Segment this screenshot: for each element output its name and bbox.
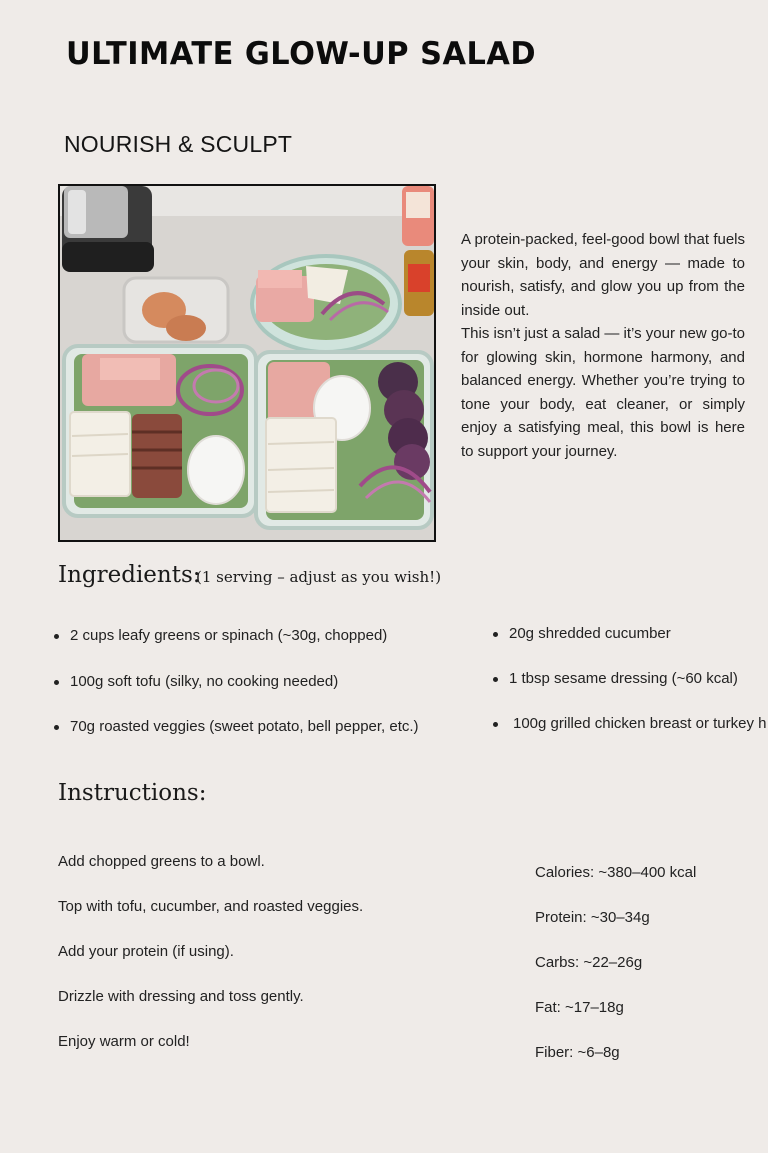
instruction-step: Add chopped greens to a bowl. bbox=[58, 853, 265, 870]
ingredients-heading: Ingredients: bbox=[58, 562, 201, 588]
list-item: 100g soft tofu (silky, no cooking needed) bbox=[54, 671, 338, 693]
list-item: 2 cups leafy greens or spinach (~30g, chopped) bbox=[54, 625, 387, 647]
list-item: 100g grilled chicken breast or turkey h bbox=[493, 713, 768, 735]
nutrition-carbs: Carbs: ~22–26g bbox=[535, 954, 643, 971]
salad-photo-illustration bbox=[60, 186, 434, 540]
instruction-step: Top with tofu, cucumber, and roasted veggies. bbox=[58, 898, 364, 915]
ingredients-serving-note: (1 serving – adjust as you wish!) bbox=[196, 568, 442, 586]
page-subtitle: NOURISH & SCULPT bbox=[64, 131, 293, 157]
list-item: 70g roasted veggies (sweet potato, bell pepper, etc.) bbox=[54, 716, 426, 738]
instruction-step: Enjoy warm or cold! bbox=[58, 1033, 190, 1050]
nutrition-protein: Protein: ~30–34g bbox=[535, 909, 650, 926]
nutrition-fiber: Fiber: ~6–8g bbox=[535, 1044, 620, 1061]
intro-paragraph-1: A protein-packed, feel-good bowl that fuels your skin, body, and energy — made to nourish, satisfy, and glow you up from the inside out. bbox=[461, 231, 745, 319]
list-item: 20g shredded cucumber bbox=[493, 623, 671, 645]
instruction-step: Drizzle with dressing and toss gently. bbox=[58, 988, 304, 1005]
instruction-step: Add your protein (if using). bbox=[58, 943, 234, 960]
nutrition-calories: Calories: ~380–400 kcal bbox=[535, 864, 697, 881]
salad-photo bbox=[58, 184, 436, 542]
nutrition-fat: Fat: ~17–18g bbox=[535, 999, 624, 1016]
page-title: ULTIMATE GLOW-UP SALAD bbox=[66, 36, 537, 72]
instructions-heading: Instructions: bbox=[58, 780, 207, 806]
intro-paragraph-2: This isn’t just a salad — it’s your new go-to for glowing skin, hormone harmony, and balanced energy. Whether you’re trying to tone your body, eat cleaner, or simply enjoy a satisfying meal, this bowl is here to support your journey. bbox=[461, 325, 746, 460]
intro-text bbox=[461, 228, 745, 463]
list-item: 1 tbsp sesame dressing (~60 kcal) bbox=[493, 668, 738, 690]
